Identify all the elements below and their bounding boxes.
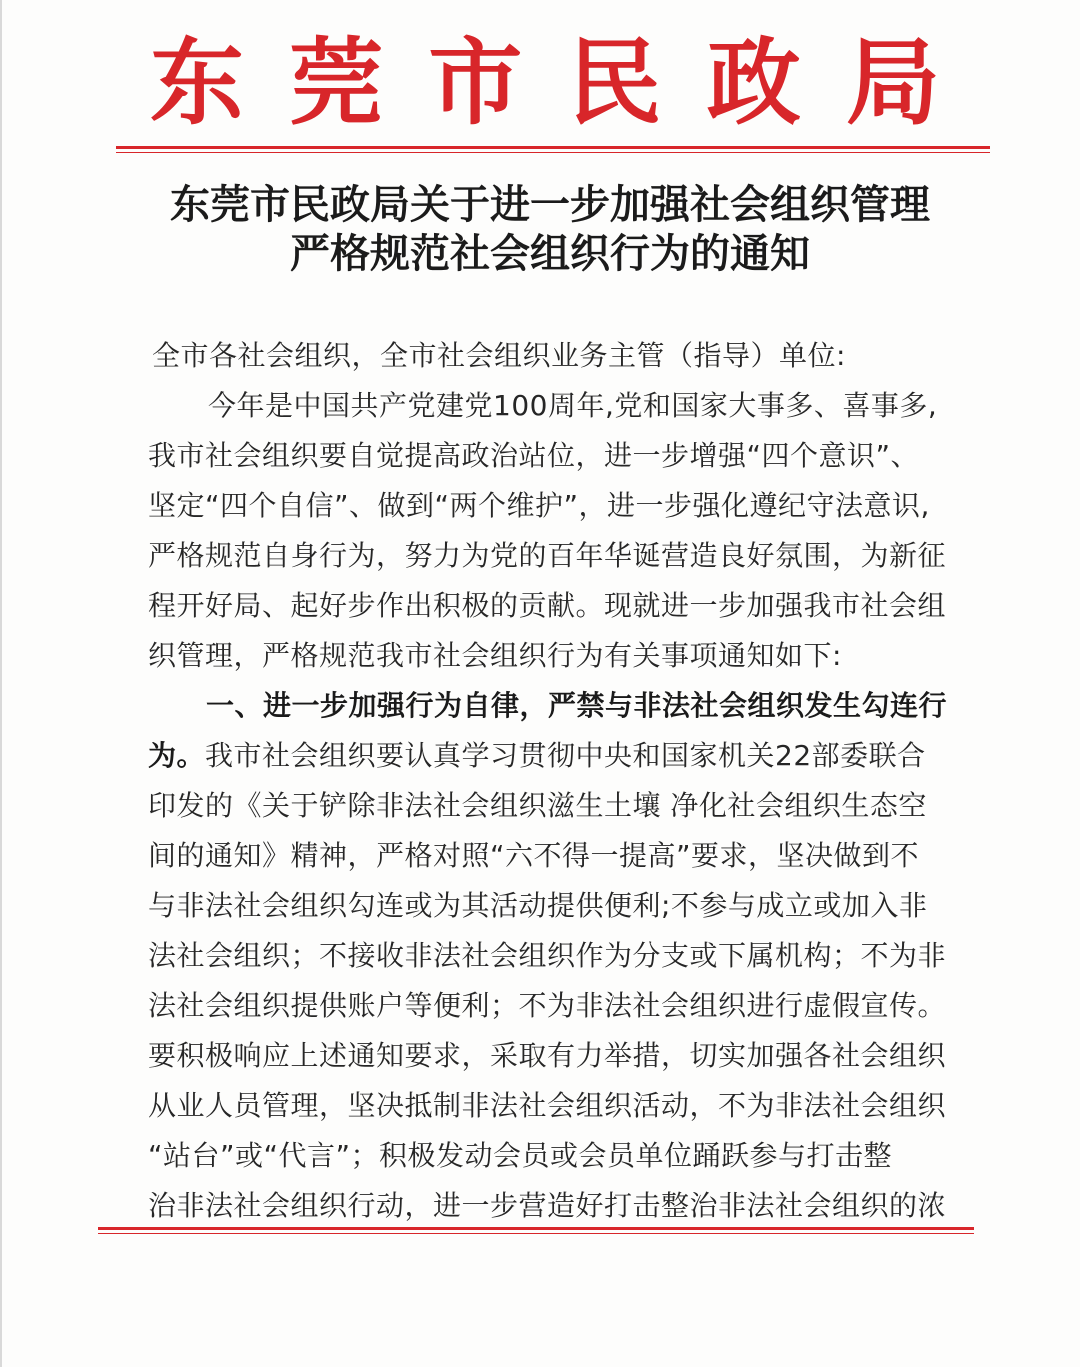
paragraph-line: 严格规范自身行为，努力为党的百年华诞营造良好氛围，为新征 — [148, 539, 947, 572]
letterhead-char: 莞 — [289, 27, 384, 138]
salutation: 全市各社会组织，全市社会组织业务主管（指导）单位: — [152, 339, 846, 372]
paragraph-line: 织管理，严格规范我市社会组织行为有关事项通知如下: — [148, 639, 842, 672]
section-line — [148, 736, 948, 776]
section-line: 法社会组织；不接收非法社会组织作为分支或下属机构；不为非 — [148, 939, 947, 972]
paragraph-line: 坚定“四个自信”、做到“两个维护”，进一步强化遵纪守法意识, — [148, 489, 930, 522]
section-heading-tail: 为。 — [148, 739, 206, 772]
paragraph-line: 程开好局、起好步作出积极的贡献。现就进一步加强我市社会组 — [148, 589, 947, 622]
paragraph-line: 今年是中国共产党建党100周年,党和国家大事多、喜事多, — [208, 389, 938, 422]
letterhead-char: 东 — [150, 27, 245, 138]
footer-rule-thin — [98, 1233, 974, 1234]
letterhead-rule — [116, 146, 990, 149]
section-line: 要积极响应上述通知要求，采取有力举措，切实加强各社会组织 — [148, 1039, 947, 1072]
page-edge — [0, 0, 2, 1367]
section-line: 间的通知》精神，严格对照“六不得一提高”要求，坚决做到不 — [148, 839, 920, 872]
section-line: 治非法社会组织行动，进一步营造好打击整治非法社会组织的浓 — [148, 1189, 947, 1222]
section-line: 印发的《关于铲除非法社会组织滋生土壤 净化社会组织生态空 — [148, 789, 927, 822]
letterhead-char: 局 — [845, 27, 940, 138]
letterhead-char: 市 — [428, 27, 523, 138]
footer-rule — [98, 1227, 974, 1230]
section-heading: 一、进一步加强行为自律，严禁与非法社会组织发生勾连行 — [206, 689, 948, 722]
letterhead — [150, 27, 940, 138]
paragraph-line: 我市社会组织要自觉提高政治站位，进一步增强“四个意识”、 — [148, 439, 920, 472]
document-title-line-1: 东莞市民政局关于进一步加强社会组织管理 — [170, 181, 930, 228]
letterhead-char: 政 — [706, 27, 801, 138]
letterhead-char: 民 — [567, 27, 662, 138]
section-line: 从业人员管理，坚决抵制非法社会组织活动，不为非法社会组织 — [148, 1089, 947, 1122]
document-title-line-2: 严格规范社会组织行为的通知 — [290, 230, 810, 277]
section-line-text: 我市社会组织要认真学习贯彻中央和国家机关22部委联合 — [205, 739, 926, 772]
letterhead-rule-thin — [116, 152, 990, 153]
section-line: 与非法社会组织勾连或为其活动提供便利;不参与成立或加入非 — [148, 889, 928, 922]
section-line: “站台”或“代言”；积极发动会员或会员单位踊跃参与打击整 — [148, 1139, 893, 1172]
section-line: 法社会组织提供账户等便利；不为非法社会组织进行虚假宣传。 — [148, 989, 947, 1022]
